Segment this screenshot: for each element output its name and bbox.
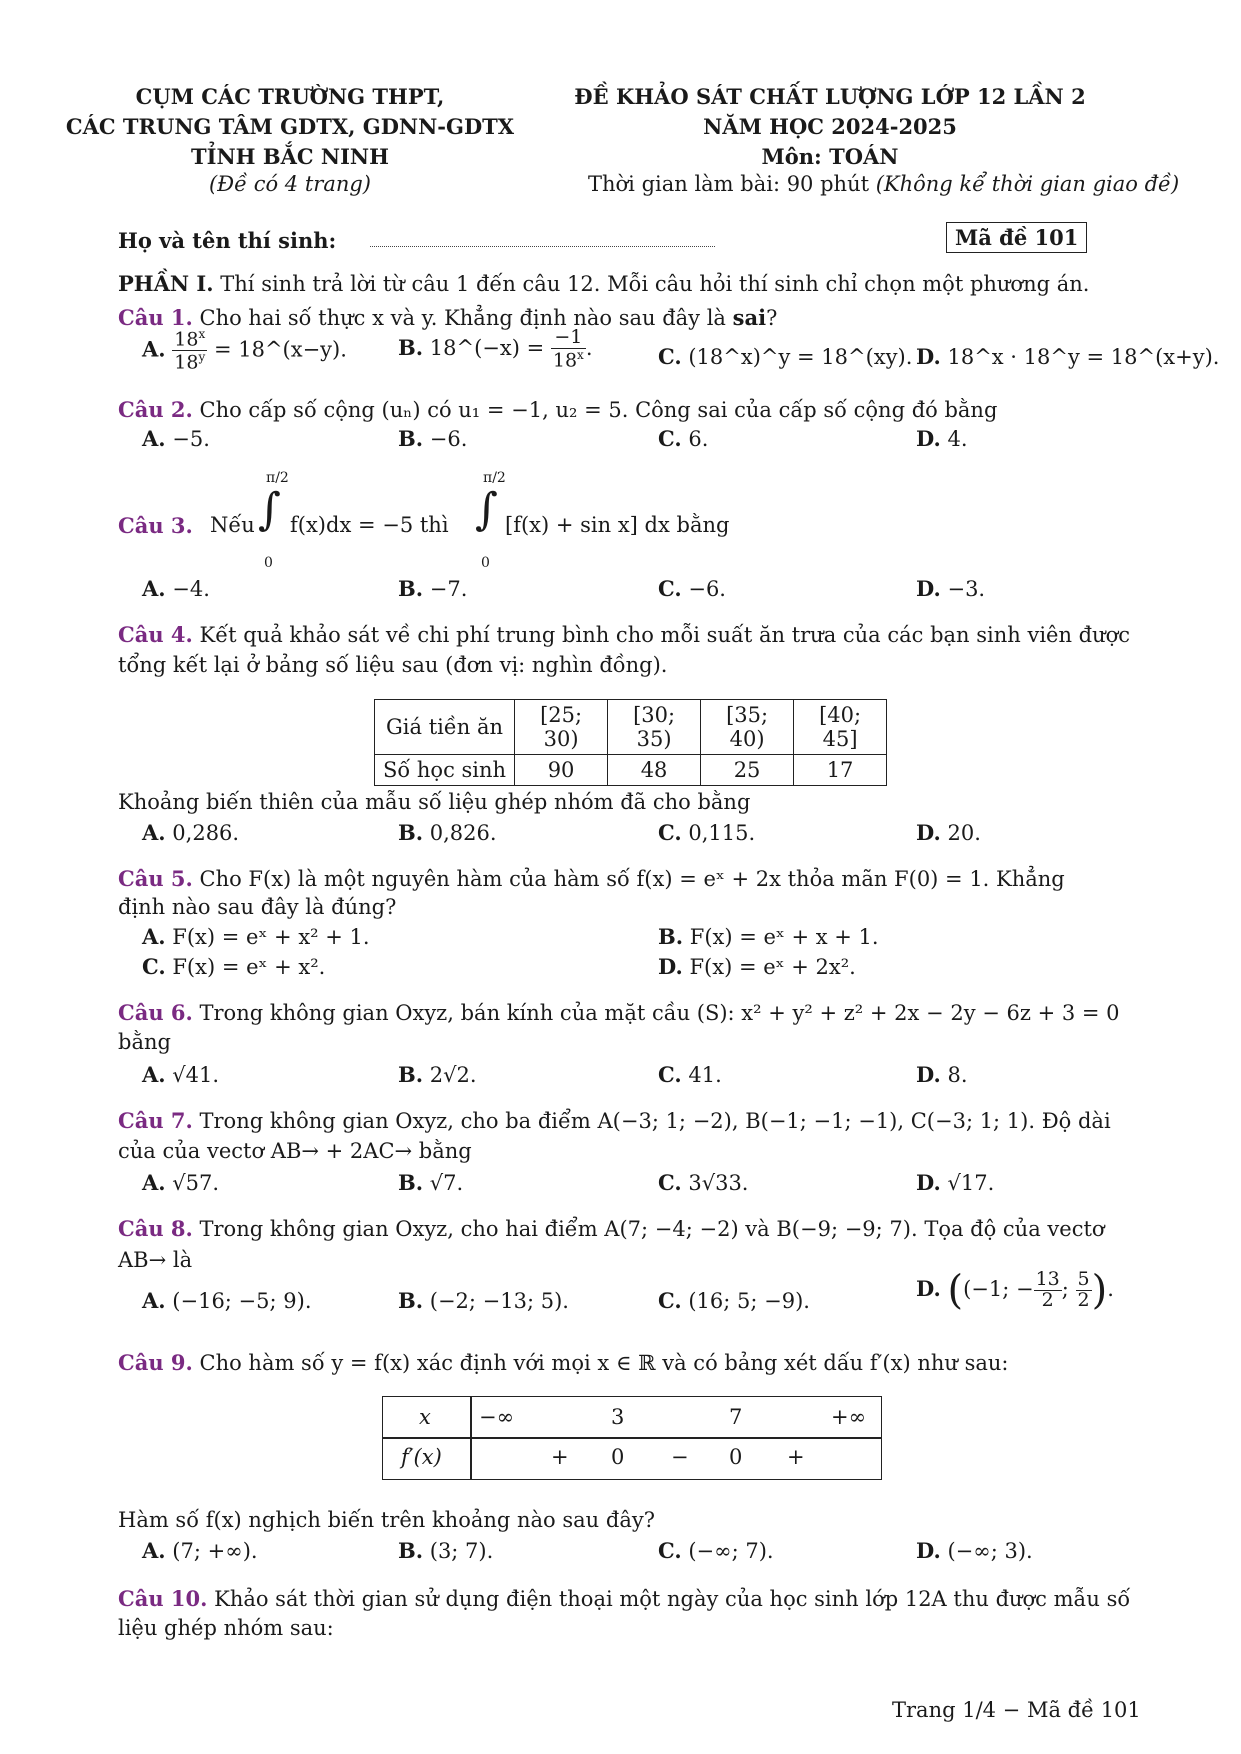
q8-option-c[interactable]: C. (16; 5; −9). [658, 1288, 810, 1313]
q3-int1-lower: 0 [264, 555, 273, 571]
question-8: Câu 8. Trong không gian Oxyz, cho hai điểm A(7; −4; −2) và B(−9; −9; 7). Tọa độ của vectơ [118, 1216, 1105, 1241]
q8-option-d[interactable]: D. ((−1; − $\frac{13}{2}$ ; $\frac{5}{2}$ ). [916, 1267, 1114, 1314]
sign-table-sign: + [787, 1445, 805, 1469]
q3-int1-upper: π/2 [266, 470, 289, 486]
school-line-2: CÁC TRUNG TÂM GDTX, GDNN-GDTX [65, 114, 515, 139]
q6-option-d[interactable]: D. 8. [916, 1062, 968, 1087]
q9-option-b[interactable]: B. (3; 7). [398, 1538, 494, 1563]
question-6: Câu 6. Trong không gian Oxyz, bán kính của mặt cầu (S): x² + y² + z² + 2x − 2y − 6z + 3 = 0 [118, 1000, 1120, 1025]
question-8-line-2: AB→ là [118, 1248, 193, 1272]
page-footer: Trang 1/4 − Mã đề 101 [892, 1698, 1141, 1722]
q9-option-d[interactable]: D. (−∞; 3). [916, 1538, 1033, 1563]
question-6-line-2: bằng [118, 1030, 171, 1054]
subject: Môn: TOÁN [761, 144, 899, 169]
table-cell: [30; 35) [608, 700, 701, 755]
q3-if: Nếu [210, 513, 255, 537]
q2-option-a[interactable]: A. −5. [142, 426, 210, 451]
q6-option-a[interactable]: A. √41. [142, 1062, 220, 1087]
q4-option-d[interactable]: D. 20. [916, 820, 981, 845]
q5-option-d[interactable]: D. F(x) = eˣ + 2x². [658, 954, 856, 979]
school-line-3: TỈNH BẮC NINH [191, 144, 389, 169]
q4-option-c[interactable]: C. 0,115. [658, 820, 756, 845]
sign-table-x-value: −∞ [479, 1405, 515, 1429]
part1-instructions: PHẦN I. Thí sinh trả lời từ câu 1 đến câu 12. Mỗi câu hỏi thí sinh chỉ chọn một phương án. [118, 271, 1090, 296]
sign-table-sign: + [551, 1445, 569, 1469]
table-cell: [40; 45] [794, 700, 887, 755]
q1-option-c[interactable]: C. (18^x)^y = 18^(xy). [658, 344, 913, 369]
question-3-label: Câu 3. [118, 513, 193, 538]
q3-option-a[interactable]: A. −4. [142, 576, 210, 601]
q3-option-d[interactable]: D. −3. [916, 576, 986, 601]
sign-table-x-value: 7 [729, 1405, 743, 1429]
question-7: Câu 7. Trong không gian Oxyz, cho ba điểm A(−3; 1; −2), B(−1; −1; −1), C(−3; 1; 1). Độ dài [118, 1108, 1111, 1133]
sign-table-x-label: x [419, 1405, 431, 1429]
q2-option-c[interactable]: C. 6. [658, 426, 709, 451]
table-cell: 25 [701, 755, 794, 786]
question-10-line-2: liệu ghép nhóm sau: [118, 1616, 334, 1640]
sign-table-sign: 0 [611, 1445, 625, 1469]
question-5-line-2: định nào sau đây là đúng? [118, 895, 397, 919]
sign-table-x-value: +∞ [831, 1405, 867, 1429]
q7-option-b[interactable]: B. √7. [398, 1170, 464, 1195]
q4-data-table [374, 699, 887, 786]
page-count-note: (Đề có 4 trang) [208, 172, 371, 196]
question-10: Câu 10. Khảo sát thời gian sử dụng điện thoại một ngày của học sinh lớp 12A thu được mẫu số [118, 1586, 1131, 1611]
table-cell: Số học sinh [375, 755, 515, 786]
question-4-line-2: tổng kết lại ở bảng số liệu sau (đơn vị: nghìn đồng). [118, 653, 668, 677]
q4-option-a[interactable]: A. 0,286. [142, 820, 240, 845]
question-9: Câu 9. Cho hàm số y = f(x) xác định với mọi x ∈ ℝ và có bảng xét dấu f′(x) như sau: [118, 1350, 1009, 1375]
table-cell: [25; 30) [515, 700, 608, 755]
q5-option-c[interactable]: C. F(x) = eˣ + x². [142, 954, 326, 979]
q6-option-c[interactable]: C. 41. [658, 1062, 722, 1087]
table-row [375, 700, 887, 755]
table-cell: 90 [515, 755, 608, 786]
q2-option-d[interactable]: D. 4. [916, 426, 968, 451]
sign-table-sign: 0 [729, 1445, 743, 1469]
q9-sign-table [382, 1396, 882, 1480]
table-divider [383, 1437, 881, 1439]
question-4-ask: Khoảng biến thiên của mẫu số liệu ghép nhóm đã cho bằng [118, 790, 751, 814]
q9-option-c[interactable]: C. (−∞; 7). [658, 1538, 774, 1563]
school-year: NĂM HỌC 2024-2025 [703, 114, 957, 139]
q6-option-b[interactable]: B. 2√2. [398, 1062, 477, 1087]
time-limit: Thời gian làm bài: 90 phút (Không kể thời gian giao đề) [588, 172, 1180, 196]
sign-table-fx-label: f′(x) [401, 1445, 442, 1469]
table-cell: 17 [794, 755, 887, 786]
table-cell: Giá tiền ăn [375, 700, 515, 755]
q3-int2-lower: 0 [481, 555, 490, 571]
q4-option-b[interactable]: B. 0,826. [398, 820, 497, 845]
q2-option-b[interactable]: B. −6. [398, 426, 468, 451]
exam-title: ĐỀ KHẢO SÁT CHẤT LƯỢNG LỚP 12 LẦN 2 [574, 84, 1086, 109]
q3-integral-sign-1: ∫ [258, 484, 281, 535]
table-cell: 48 [608, 755, 701, 786]
q1-option-b[interactable]: B. 18^(−x) = $\frac{-1}{18^x}$ . [398, 326, 593, 372]
q5-option-a[interactable]: A. F(x) = eˣ + x² + 1. [142, 924, 370, 949]
question-2: Câu 2. Cho cấp số cộng (uₙ) có u₁ = −1, u₂ = 5. Công sai của cấp số cộng đó bằng [118, 397, 998, 422]
q7-option-d[interactable]: D. √17. [916, 1170, 995, 1195]
q9-option-a[interactable]: A. (7; +∞). [142, 1538, 258, 1563]
q3-int2-body: [f(x) + sin x] dx bằng [505, 513, 730, 537]
q3-option-c[interactable]: C. −6. [658, 576, 726, 601]
question-5: Câu 5. Cho F(x) là một nguyên hàm của hàm số f(x) = eˣ + 2x thỏa mãn F(0) = 1. Khẳng [118, 866, 1065, 891]
q5-option-b[interactable]: B. F(x) = eˣ + x + 1. [658, 924, 879, 949]
question-9-ask: Hàm số f(x) nghịch biến trên khoảng nào sau đây? [118, 1508, 655, 1532]
sign-table-sign: − [671, 1445, 689, 1469]
q3-integral-sign-2: ∫ [475, 484, 498, 535]
q1-option-d[interactable]: D. 18^x · 18^y = 18^(x+y). [916, 344, 1220, 369]
question-4: Câu 4. Kết quả khảo sát về chi phí trung bình cho mỗi suất ăn trưa của các bạn sinh viên được [118, 622, 1131, 647]
question-7-line-2: của của vectơ AB→ + 2AC→ bằng [118, 1139, 472, 1163]
exam-code-box: Mã đề 101 [946, 222, 1087, 253]
table-row [375, 755, 887, 786]
q8-option-a[interactable]: A. (−16; −5; 9). [142, 1288, 312, 1313]
student-name-field[interactable] [370, 246, 715, 247]
q3-int2-upper: π/2 [483, 470, 506, 486]
q3-int1-body: f(x)dx = −5 thì [290, 513, 449, 537]
q1-option-a[interactable]: A. $\frac{18^x}{18^y}$ = 18^(x−y). [142, 327, 347, 374]
q7-option-c[interactable]: C. 3√33. [658, 1170, 749, 1195]
student-name-label: Họ và tên thí sinh: [118, 228, 337, 253]
q3-option-b[interactable]: B. −7. [398, 576, 468, 601]
sign-table-x-value: 3 [611, 1405, 625, 1429]
q8-option-b[interactable]: B. (−2; −13; 5). [398, 1288, 569, 1313]
school-line-1: CỤM CÁC TRƯỜNG THPT, [135, 84, 445, 109]
table-cell: [35; 40) [701, 700, 794, 755]
q7-option-a[interactable]: A. √57. [142, 1170, 220, 1195]
question-1: Câu 1. Cho hai số thực x và y. Khẳng định nào sau đây là sai? [118, 305, 778, 330]
